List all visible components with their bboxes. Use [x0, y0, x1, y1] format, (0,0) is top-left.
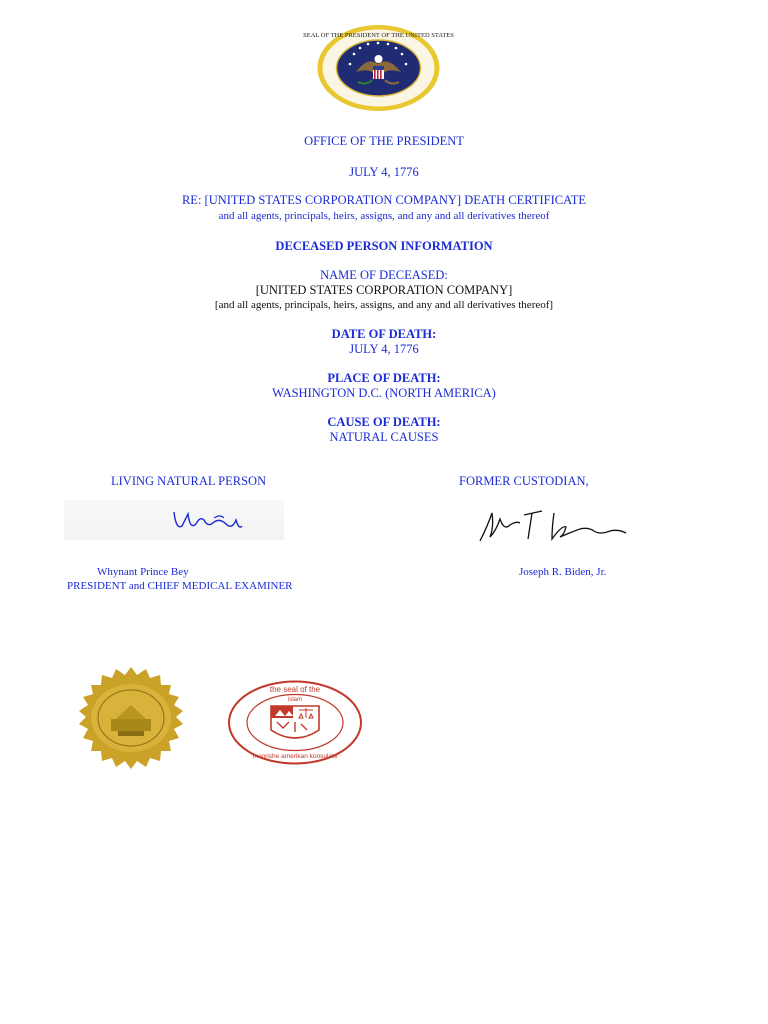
- date-value: JULY 4, 1776: [349, 342, 419, 356]
- right-signer-name: Joseph R. Biden, Jr.: [519, 566, 607, 578]
- red-seal: [227, 680, 363, 765]
- seal-ring-text: SEAL OF THE PRESIDENT OF THE UNITED STATES: [303, 32, 454, 39]
- name-subvalue: [and all agents, principals, heirs, assigns, and any and all derivatives thereof]: [214, 299, 554, 311]
- left-signature-heading: LIVING NATURAL PERSON: [111, 474, 267, 488]
- header-date: JULY 4, 1776: [349, 165, 419, 179]
- cause-label: CAUSE OF DEATH:: [327, 415, 441, 429]
- left-signer-title: PRESIDENT and CHIEF MEDICAL EXAMINER: [67, 580, 293, 592]
- name-value: [UNITED STATES CORPORATION COMPANY]: [255, 283, 513, 297]
- date-label: DATE OF DEATH:: [331, 327, 437, 341]
- red-seal-inner-text: islam: [287, 697, 303, 703]
- cause-value: NATURAL CAUSES: [329, 430, 439, 444]
- left-signature-area: [64, 500, 284, 540]
- re-subline: and all agents, principals, heirs, assigns, and any and all derivatives thereof: [218, 210, 550, 222]
- place-label: PLACE OF DEATH:: [327, 371, 441, 385]
- right-signature-heading: FORMER CUSTODIAN,: [459, 474, 589, 488]
- left-signer-name: Whynant Prince Bey: [97, 566, 189, 578]
- office-title: OFFICE OF THE PRESIDENT: [304, 134, 464, 148]
- place-value: WASHINGTON D.C. (NORTH AMERICA): [272, 386, 496, 400]
- presidential-seal: [303, 24, 454, 112]
- red-seal-top-text: the seal of the: [269, 685, 321, 694]
- name-label: NAME OF DECEASED:: [320, 268, 448, 282]
- right-signature: [470, 505, 630, 545]
- re-line: RE: [UNITED STATES CORPORATION COMPANY] DEATH CERTIFICATE: [181, 193, 587, 207]
- gold-seal: [66, 667, 196, 771]
- red-seal-bottom-text: moorishe amerikan konsulate: [252, 753, 338, 760]
- section-title: DECEASED PERSON INFORMATION: [275, 239, 493, 253]
